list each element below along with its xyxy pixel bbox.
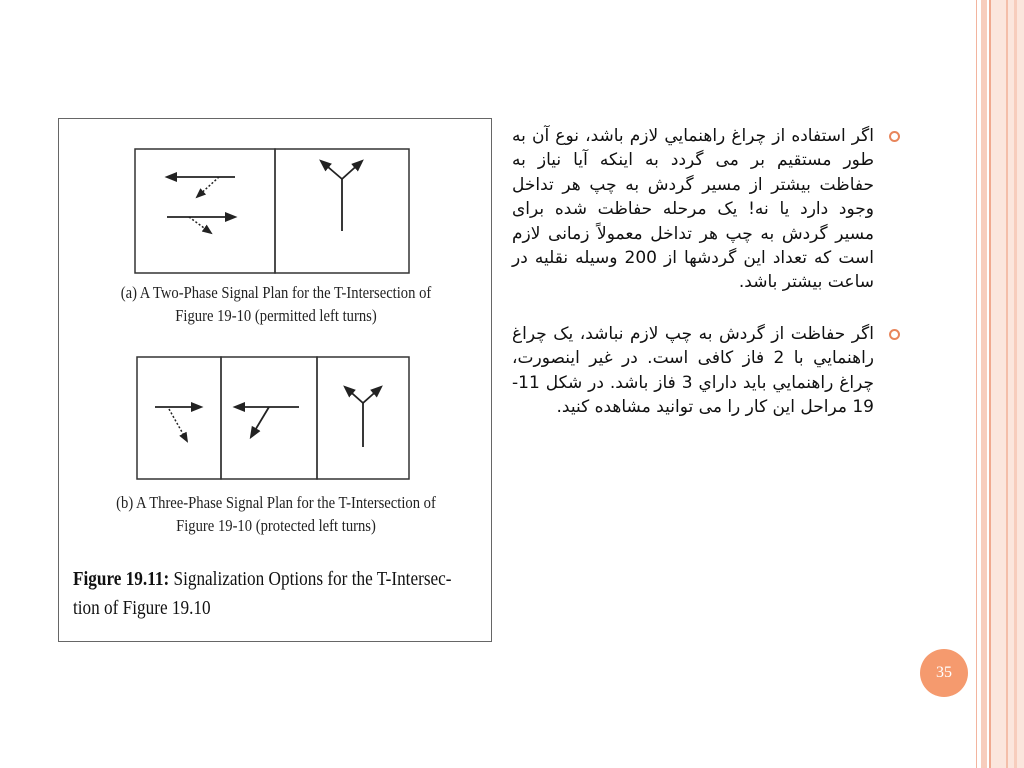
bullet-text: اگر حفاظت از گردش به چپ لازم نباشد، یک چراغ راهنمايي با 2 فاز کافی است. در غیر اینصورت، چراغ راهنمايي باید داراي 3 فاز باشد. در شکل 11-19 مراحل این کار را می توانید مشاهده کنید. xyxy=(512,323,875,418)
page-number-badge xyxy=(920,649,968,697)
circle-bullet-icon xyxy=(889,131,900,142)
bullet-text: اگر استفاده از چراغ راهنمايي لازم باشد، نوع آن به طور مستقیم بر می گردد به اینکه آیا نیاز به حفاظت بیشتر از مسیر گردش به چپ هر تداخل وجود دارد یا نه! یک مرحله حفاظت شده برای مسیر گردش به چپ هر تداخل معمولاً زمانی لازم است که تعداد این گردشها از 200 وسیله نقلیه در ساعت بیشتر باشد. xyxy=(512,126,874,293)
circle-bullet-icon xyxy=(889,329,900,340)
caption-a-line1: (a) A Two-Phase Signal Plan for the T-Intersection of xyxy=(120,283,432,302)
list-item xyxy=(512,124,904,295)
caption-a-line2: Figure 19-10 (permitted left turns) xyxy=(175,306,377,325)
phase-box-b2 xyxy=(221,357,317,479)
decor-stripe xyxy=(1006,0,1008,768)
decor-stripe xyxy=(1014,0,1017,768)
caption-a xyxy=(89,281,462,327)
bullet-list xyxy=(512,124,904,446)
list-item xyxy=(512,322,904,420)
figure-title-text: Signalization Options for the T-Intersec- xyxy=(169,568,452,590)
decor-stripe xyxy=(981,0,987,768)
caption-b xyxy=(89,491,462,537)
figure-title-line2: tion of Figure 19.10 xyxy=(73,597,211,619)
page-number: 35 xyxy=(936,664,952,681)
caption-b-line2: Figure 19-10 (protected left turns) xyxy=(176,516,376,535)
phase-box-a1 xyxy=(135,149,275,273)
figure-title-label: Figure 19.11: xyxy=(73,568,170,590)
phase-box-b3 xyxy=(317,357,409,479)
phase-box-a2 xyxy=(275,149,409,273)
phase-box-b1 xyxy=(137,357,221,479)
figure-title xyxy=(73,565,477,623)
signal-plan-figure xyxy=(58,118,492,642)
caption-b-line1: (b) A Three-Phase Signal Plan for the T-Intersection of xyxy=(116,493,436,512)
decor-stripe xyxy=(976,0,977,768)
